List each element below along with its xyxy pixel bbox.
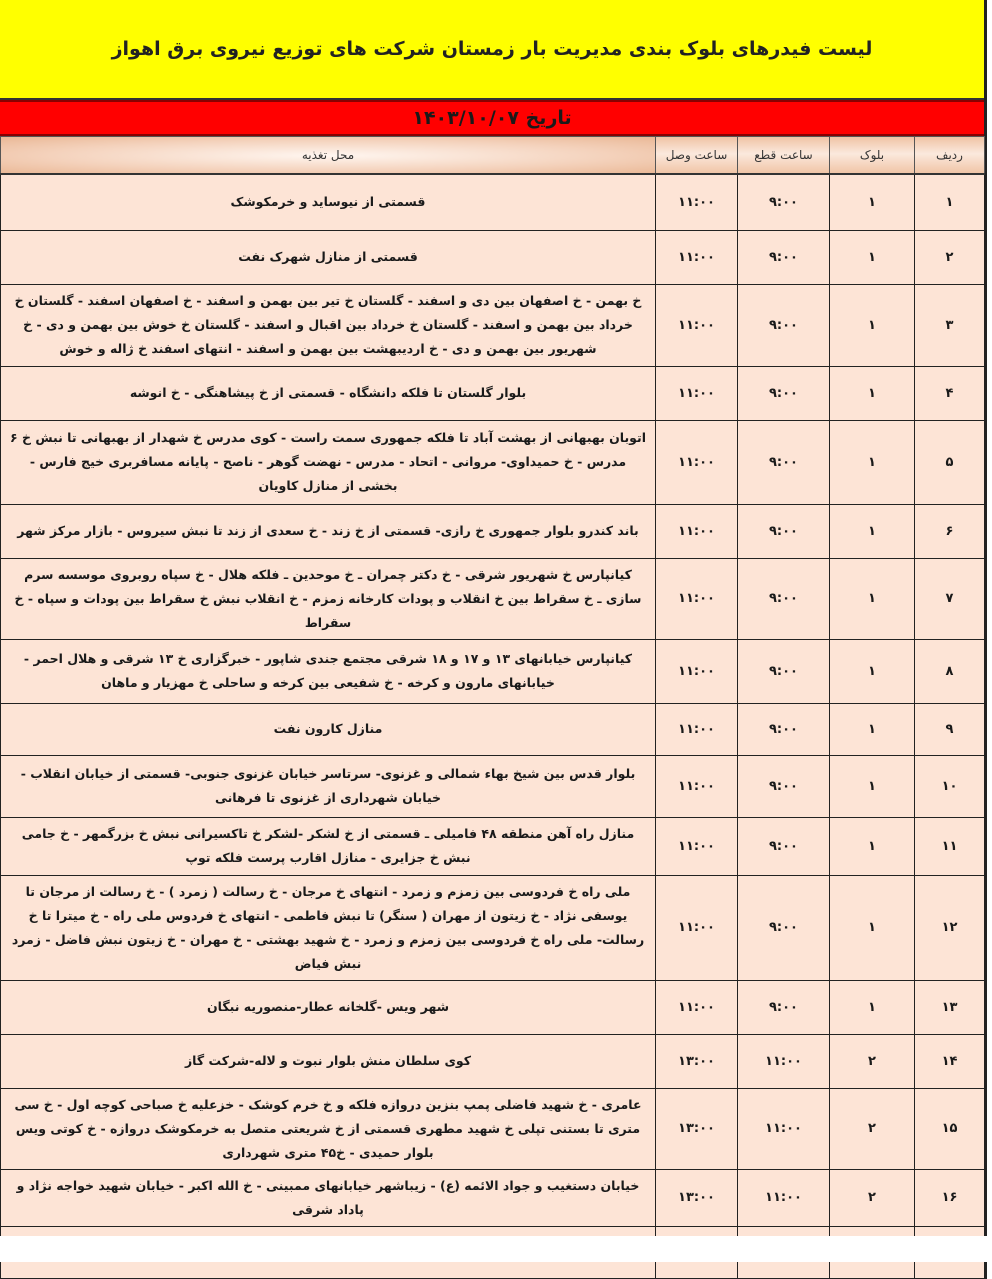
connect-time-cell: ۱۱:۰۰ — [656, 420, 738, 504]
cut-time-cell: ۹:۰۰ — [738, 875, 830, 980]
row-number-cell: ۱۳ — [915, 980, 985, 1034]
cut-time-cell: ۹:۰۰ — [738, 366, 830, 420]
feed-location-cell: خیابان دستغیب و جواد الائمه (ع) - زیباشهر خیابانهای ممبینی - خ الله اکبر - خیابان شهید خواجه نژاد و پاداد شرقی — [1, 1169, 656, 1226]
connect-time-cell: ۱۳:۰۰ — [656, 1169, 738, 1226]
block-cell: ۱ — [830, 174, 915, 230]
block-cell: ۲ — [830, 1169, 915, 1226]
block-cell: ۱ — [830, 230, 915, 284]
cut-time-cell: ۹:۰۰ — [738, 504, 830, 558]
row-number-cell: ۱ — [915, 174, 985, 230]
cut-time-cell: ۹:۰۰ — [738, 980, 830, 1034]
feed-location-cell: اتوبان بهبهانی از بهشت آباد تا فلکه جمهوری سمت راست - کوی مدرس خ شهدار از بهبهانی تا نبش خ ۶ مدرس - خ حمیداوی- مروانی - اتحاد - مدرس - نهضت گوهر - ناصح - پایانه مسافربری خیج فارس - بخشی از منازل کاویان — [1, 420, 656, 504]
cut-time-cell: ۹:۰۰ — [738, 558, 830, 639]
table-row — [1, 817, 985, 875]
table-row — [1, 504, 985, 558]
feed-location-cell: خ بهمن - خ اصفهان بین دی و اسفند - گلستان خ تیر بین بهمن و اسفند - خ اصفهان اسفند - گلستان خ خرداد بین بهمن و اسفند - گلستان خ خرداد بین اقبال و اسفند - گلستان خ خوش بین بهمن و دی - خ شهریور بین بهمن و دی - خ اردیبهشت بین بهمن و اسفند - انتهای اسفند خ ژاله و خوش — [1, 284, 656, 366]
feed-location-cell: باند کندرو بلوار جمهوری خ رازی- قسمتی از خ زند - خ سعدی از زند تا نبش سیروس - بازار مرکز شهر — [1, 504, 656, 558]
row-number-cell: ۱۰ — [915, 755, 985, 817]
cut-time-cell: ۹:۰۰ — [738, 230, 830, 284]
feed-location-cell: کیانپارس خ شهریور شرقی - خ دکتر چمران ـ خ موحدین ـ فلکه هلال - خ سپاه روبروی موسسه سرم سازی ـ خ سقراط بین خ انقلاب و پودات کارخانه زمزم - خ انقلاب نبش خ سقراط بین پودات و سپاه - خ سقراط — [1, 558, 656, 639]
block-cell: ۱ — [830, 558, 915, 639]
table-row — [1, 558, 985, 639]
row-number-cell: ۱۶ — [915, 1169, 985, 1226]
title-banner — [0, 0, 984, 100]
cut-time-cell: ۹:۰۰ — [738, 755, 830, 817]
connect-time-cell: ۱۱:۰۰ — [656, 366, 738, 420]
block-cell: ۱ — [830, 366, 915, 420]
cut-time-cell: ۹:۰۰ — [738, 284, 830, 366]
block-cell: ۱ — [830, 755, 915, 817]
connect-time-cell: ۱۱:۰۰ — [656, 558, 738, 639]
row-number-cell: ۳ — [915, 284, 985, 366]
row-number-cell: ۱۱ — [915, 817, 985, 875]
schedule-date: تاریخ ۱۴۰۳/۱۰/۰۷ — [412, 107, 572, 129]
feed-location-cell: کیانپارس خیابانهای ۱۳ و ۱۷ و ۱۸ شرقی مجتمع جندی شاپور - خبرگزاری خ ۱۳ شرقی و هلال احمر - خیابانهای مارون و کرخه - خ شفیعی بین کرخه و ساحلی خ مهزیار و ماهان — [1, 639, 656, 703]
table-row — [1, 755, 985, 817]
cut-time-cell: ۱۱:۰۰ — [738, 1088, 830, 1169]
row-number-cell: ۴ — [915, 366, 985, 420]
block-cell: ۱ — [830, 980, 915, 1034]
row-number-cell: ۸ — [915, 639, 985, 703]
block-cell: ۱ — [830, 504, 915, 558]
row-number-cell: ۷ — [915, 558, 985, 639]
page-title: لیست فیدرهای بلوک بندی مدیریت بار زمستان شرکت های توزیع نیروی برق اهواز — [111, 38, 873, 60]
feed-location-cell: عامری - خ شهید فاضلی پمپ بنزین دروازه فلکه و خ خرم کوشک - خزعلیه خ صباحی کوچه اول - خ سی متری تا بستنی تپلی خ شهید مطهری قسمتی از خ شریعتی متصل به خرمکوشک دروازه - خ کوتی ویس بلوار حمیدی - خ۴۵ متری شهرداری — [1, 1088, 656, 1169]
cut-time-cell: ۹:۰۰ — [738, 703, 830, 755]
table-row — [1, 366, 985, 420]
table-row — [1, 230, 985, 284]
block-cell: ۱ — [830, 703, 915, 755]
table-row — [1, 639, 985, 703]
column-header-block: بلوک — [830, 137, 915, 175]
connect-time-cell: ۱۱:۰۰ — [656, 284, 738, 366]
row-number-cell: ۲ — [915, 230, 985, 284]
row-number-cell: ۱۵ — [915, 1088, 985, 1169]
row-number-cell: ۵ — [915, 420, 985, 504]
column-header-cut-time: ساعت قطع — [738, 137, 830, 175]
block-cell: ۱ — [830, 817, 915, 875]
cut-time-cell: ۹:۰۰ — [738, 174, 830, 230]
cut-time-cell: ۹:۰۰ — [738, 639, 830, 703]
connect-time-cell: ۱۱:۰۰ — [656, 875, 738, 980]
block-cell: ۱ — [830, 420, 915, 504]
feed-location-cell: منازل راه آهن منطقه ۴۸ فامیلی ـ قسمتی از خ لشکر -لشکر خ تاکسیرانی نبش خ بزرگمهر - خ جامی نبش خ جزایری - منازل اقارب پرست فلکه توپ — [1, 817, 656, 875]
block-cell: ۲ — [830, 1034, 915, 1088]
cut-time-cell: ۱۱:۰۰ — [738, 1034, 830, 1088]
feed-location-cell: قسمتی از نیوساید و خرمکوشک — [1, 174, 656, 230]
connect-time-cell: ۱۱:۰۰ — [656, 639, 738, 703]
page-margin — [0, 1236, 992, 1262]
cut-time-cell: ۱۱:۰۰ — [738, 1169, 830, 1226]
feed-location-cell: بلوار گلستان تا فلکه دانشگاه - قسمتی از خ پیشاهنگی - خ انوشه — [1, 366, 656, 420]
table-row — [1, 420, 985, 504]
feed-location-cell: کوی سلطان منش بلوار نبوت و لاله-شرکت گاز — [1, 1034, 656, 1088]
row-number-cell: ۹ — [915, 703, 985, 755]
connect-time-cell: ۱۳:۰۰ — [656, 1034, 738, 1088]
block-cell: ۱ — [830, 284, 915, 366]
table-row — [1, 1169, 985, 1226]
connect-time-cell: ۱۱:۰۰ — [656, 980, 738, 1034]
connect-time-cell: ۱۱:۰۰ — [656, 230, 738, 284]
table-row — [1, 1034, 985, 1088]
row-number-cell: ۱۲ — [915, 875, 985, 980]
connect-time-cell: ۱۱:۰۰ — [656, 703, 738, 755]
feeder-table — [0, 136, 985, 1279]
cut-time-cell: ۹:۰۰ — [738, 817, 830, 875]
connect-time-cell: ۱۱:۰۰ — [656, 174, 738, 230]
feed-location-cell: ملی راه خ فردوسی بین زمزم و زمرد - انتهای خ مرجان - خ رسالت ( زمرد ) - خ رسالت از مرجان تا یوسفی نژاد - خ زیتون از مهران ( سنگر) تا نبش فاطمی - انتهای خ فردوس ملی راه - خ میترا تا خ رسالت- ملی راه خ فردوسی بین زمزم و زمرد - خ شهید بهشتی - خ مهران - خ زیتون نبش فاضل - زمرد نبش فیاض — [1, 875, 656, 980]
table-row — [1, 284, 985, 366]
table-row — [1, 703, 985, 755]
column-header-row-number: ردیف — [915, 137, 985, 175]
table-row — [1, 174, 985, 230]
column-header-connect-time: ساعت وصل — [656, 137, 738, 175]
block-cell: ۱ — [830, 639, 915, 703]
connect-time-cell: ۱۱:۰۰ — [656, 504, 738, 558]
table-row — [1, 980, 985, 1034]
row-number-cell: ۱۴ — [915, 1034, 985, 1088]
feed-location-cell: شهر ویس -گلخانه عطار-منصوریه نبگان — [1, 980, 656, 1034]
feed-location-cell: قسمتی از منازل شهرک نفت — [1, 230, 656, 284]
table-row — [1, 875, 985, 980]
column-header-feed-location: محل تغذیه — [1, 137, 656, 175]
row-number-cell: ۶ — [915, 504, 985, 558]
date-banner — [0, 100, 984, 136]
connect-time-cell: ۱۳:۰۰ — [656, 1088, 738, 1169]
feed-location-cell: منازل کارون نفت — [1, 703, 656, 755]
block-cell: ۱ — [830, 875, 915, 980]
connect-time-cell: ۱۱:۰۰ — [656, 817, 738, 875]
block-cell: ۲ — [830, 1088, 915, 1169]
connect-time-cell: ۱۱:۰۰ — [656, 755, 738, 817]
table-row — [1, 1088, 985, 1169]
cut-time-cell: ۹:۰۰ — [738, 420, 830, 504]
table-header-row — [1, 137, 985, 175]
feed-location-cell: بلوار قدس بین شیخ بهاء شمالی و غزنوی- سرتاسر خیابان غزنوی جنوبی- قسمتی از خیابان انقلاب - خیابان شهرداری از غزنوی تا فرهانی — [1, 755, 656, 817]
